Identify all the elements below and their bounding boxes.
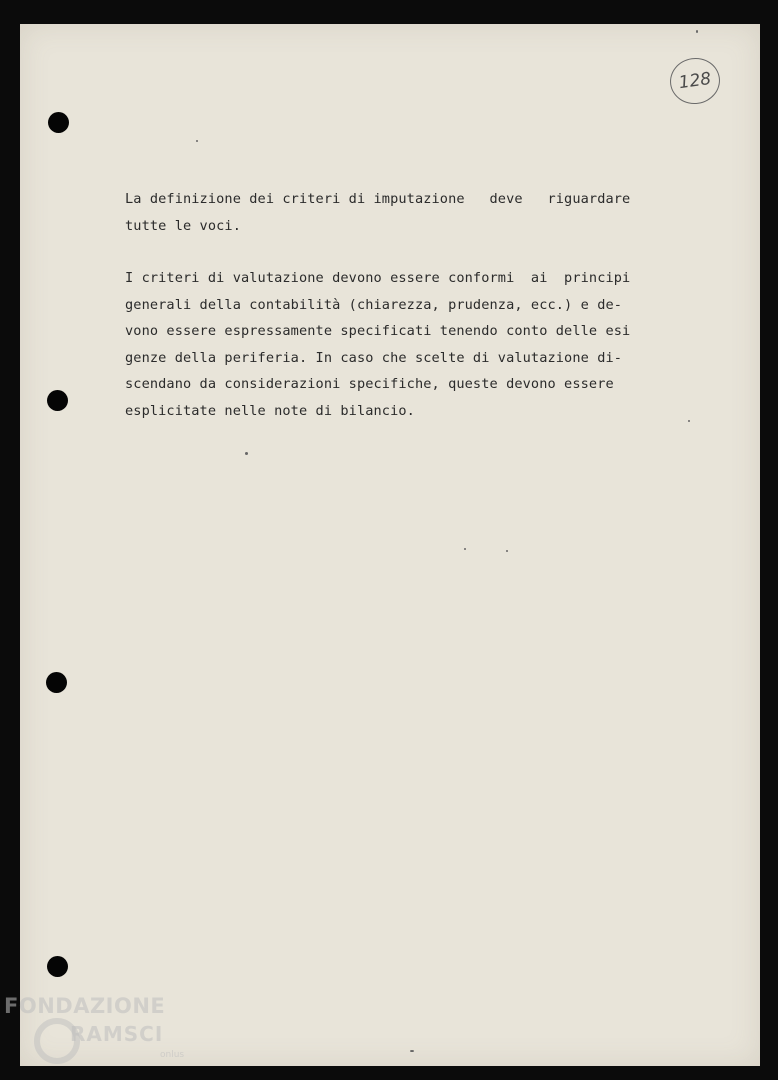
punch-hole	[47, 390, 68, 411]
punch-hole	[46, 672, 67, 693]
text-line: vono essere espressamente specificati tenendo conto delle esi	[125, 323, 631, 339]
paper-speck	[410, 1050, 414, 1052]
text-line: tutte le voci.	[125, 217, 241, 234]
text-line: La definizione dei criteri di imputazione deve riguardare	[125, 191, 631, 207]
watermark-line3: onlus	[160, 1050, 185, 1060]
text-line: I criteri di valutazione devono essere conformi ai principi	[125, 270, 631, 286]
paper-speck	[464, 548, 466, 550]
paragraph-1	[125, 186, 698, 239]
paragraph-2	[125, 265, 698, 424]
text-line: scendano da considerazioni specifiche, queste devono essere	[125, 376, 614, 392]
text-line: esplicitate nelle note di bilancio.	[125, 402, 415, 419]
page-number: 128	[677, 68, 713, 94]
page-number-stamp	[667, 55, 723, 108]
watermark-line2: RAMSCI	[70, 1022, 164, 1046]
punch-hole	[47, 956, 68, 977]
paper-speck	[506, 550, 508, 552]
paper-speck	[688, 420, 690, 422]
punch-hole	[48, 112, 69, 133]
paper-speck	[196, 140, 198, 142]
paper-speck	[696, 30, 698, 33]
paper-speck	[245, 452, 248, 455]
text-line: genze della periferia. In caso che scelte di valutazione di-	[125, 349, 623, 366]
watermark-line1: FONDAZIONE	[4, 994, 166, 1018]
document-page	[20, 24, 760, 1066]
text-line: generali della contabilità (chiarezza, prudenza, ecc.) e de-	[125, 296, 623, 313]
fondazione-gramsci-watermark	[4, 994, 204, 1074]
